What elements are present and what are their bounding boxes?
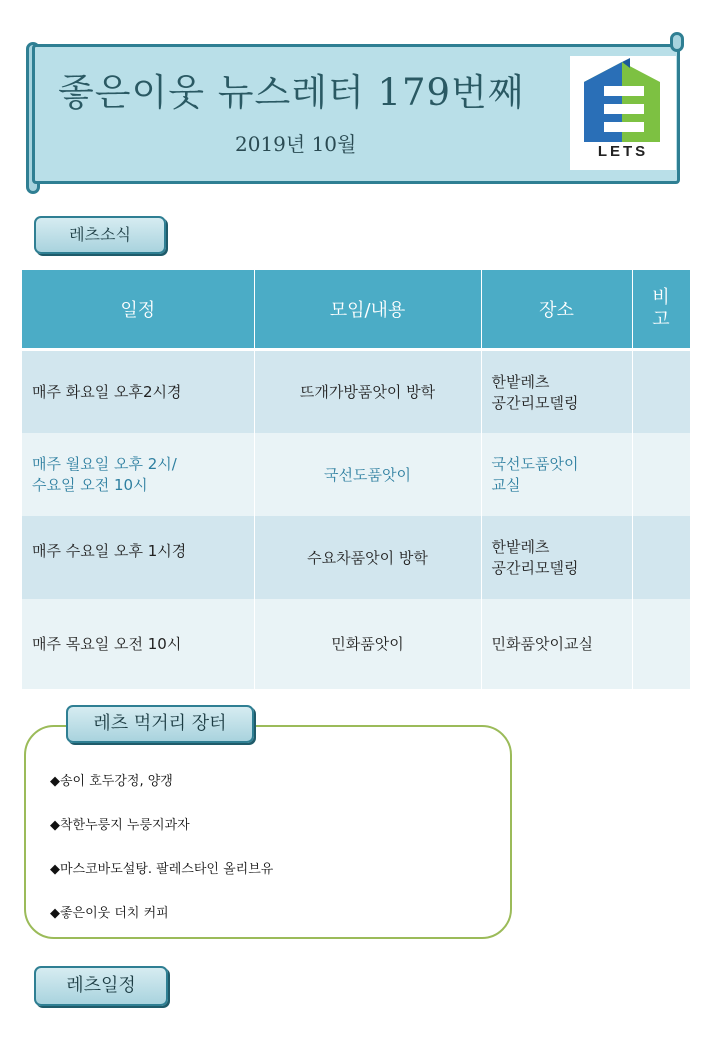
row-note — [632, 433, 690, 516]
newsletter-date: 2019년 10월 — [235, 132, 357, 156]
list-item: ◆마스코바도설탕. 팔레스타인 올리브유 — [50, 862, 274, 877]
section-tab-market[interactable]: 레츠 먹거리 장터 — [66, 705, 254, 743]
schedule-table — [22, 270, 691, 689]
table-header-row — [22, 270, 690, 350]
table-row — [22, 350, 690, 433]
banner-scroll-right — [670, 32, 684, 52]
row-what: 국선도품앗이 — [254, 433, 481, 516]
row-note — [632, 516, 690, 599]
header-note-text: 비고 — [652, 287, 670, 330]
row-note — [632, 350, 690, 433]
row-what: 민화품앗이 — [254, 599, 481, 689]
logo-wordmark: LETS — [597, 143, 649, 160]
list-item: ◆송이 호두강정, 양갱 — [50, 774, 173, 789]
list-item: ◆좋은이웃 더치 커피 — [50, 906, 169, 921]
table-row — [22, 433, 690, 516]
lets-logo — [570, 56, 676, 170]
row-what: 뜨개가방품앗이 방학 — [254, 350, 481, 433]
row-when: 매주 수요일 오후 1시경 — [22, 516, 254, 599]
table-row — [22, 516, 690, 599]
section-tab-news[interactable]: 레츠소식 — [34, 216, 166, 254]
row-when: 매주 화요일 오후2시경 — [22, 350, 254, 433]
row-what: 수요차품앗이 방학 — [254, 516, 481, 599]
row-where: 한밭레츠 공간리모델링 — [481, 516, 632, 599]
newsletter-title: 좋은이웃 뉴스레터 179번째 — [58, 71, 525, 114]
header-note — [632, 270, 690, 350]
section-tab-schedule[interactable]: 레츠일정 — [34, 966, 168, 1006]
header-where: 장소 — [481, 270, 632, 350]
row-note — [632, 599, 690, 689]
table-row — [22, 599, 690, 689]
header-when: 일정 — [22, 270, 254, 350]
row-where: 국선도품앗이 교실 — [481, 433, 632, 516]
row-when: 매주 월요일 오후 2시/ 수요일 오전 10시 — [22, 433, 254, 516]
row-when: 매주 목요일 오전 10시 — [22, 599, 254, 689]
header-what: 모임/내용 — [254, 270, 481, 350]
market-item-list — [50, 770, 273, 946]
list-item: ◆착한누룽지 누룽지과자 — [50, 818, 190, 833]
row-where: 민화품앗이교실 — [481, 599, 632, 689]
row-where: 한밭레츠 공간리모델링 — [481, 350, 632, 433]
